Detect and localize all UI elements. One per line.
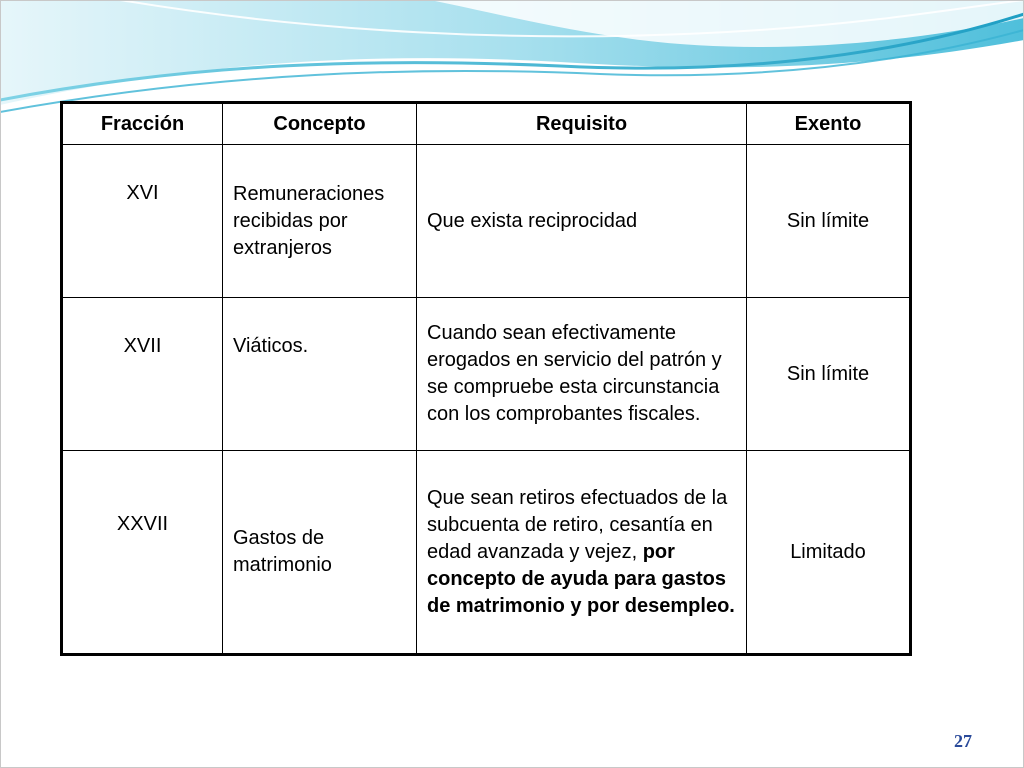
header-fraccion: Fracción <box>62 103 223 145</box>
cell-requisito: Que exista reciprocidad <box>417 145 747 298</box>
cell-concepto <box>223 298 417 451</box>
page-number: 27 <box>954 731 972 751</box>
header-exento: Exento <box>747 103 911 145</box>
cell-fraccion <box>62 145 223 298</box>
cell-fraccion <box>62 298 223 451</box>
cell-concepto: Remuneraciones recibidas por extranjeros <box>223 145 417 298</box>
fraccion-value: XVI <box>126 181 159 204</box>
cell-requisito <box>417 451 747 655</box>
cell-requisito: Cuando sean efectivamente erogados en servicio del patrón y se compruebe esta circunstancia con los comprobantes fiscales. <box>417 298 747 451</box>
concepto-value: Viáticos. <box>233 334 309 357</box>
requisito-bold-text: por concepto de ayuda para gastos de matrimonio y por desempleo. <box>427 540 735 617</box>
table-row <box>62 451 911 655</box>
fraccion-value: XVII <box>123 334 162 357</box>
table-row <box>62 298 911 451</box>
cell-concepto: Gastos de matrimonio <box>223 451 417 655</box>
header-concepto: Concepto <box>223 103 417 145</box>
cell-fraccion <box>62 451 223 655</box>
cell-exento: Sin límite <box>747 145 911 298</box>
cell-exento: Sin límite <box>747 298 911 451</box>
table-header-row <box>62 103 911 145</box>
cell-exento: Limitado <box>747 451 911 655</box>
header-requisito: Requisito <box>417 103 747 145</box>
fraccion-value: XXVII <box>116 512 169 535</box>
requisito-normal-text: Que sean retiros efectuados de la subcuenta de retiro, cesantía en edad avanzada y vejez, <box>427 486 728 563</box>
exemptions-table <box>60 101 912 656</box>
table-row <box>62 145 911 298</box>
